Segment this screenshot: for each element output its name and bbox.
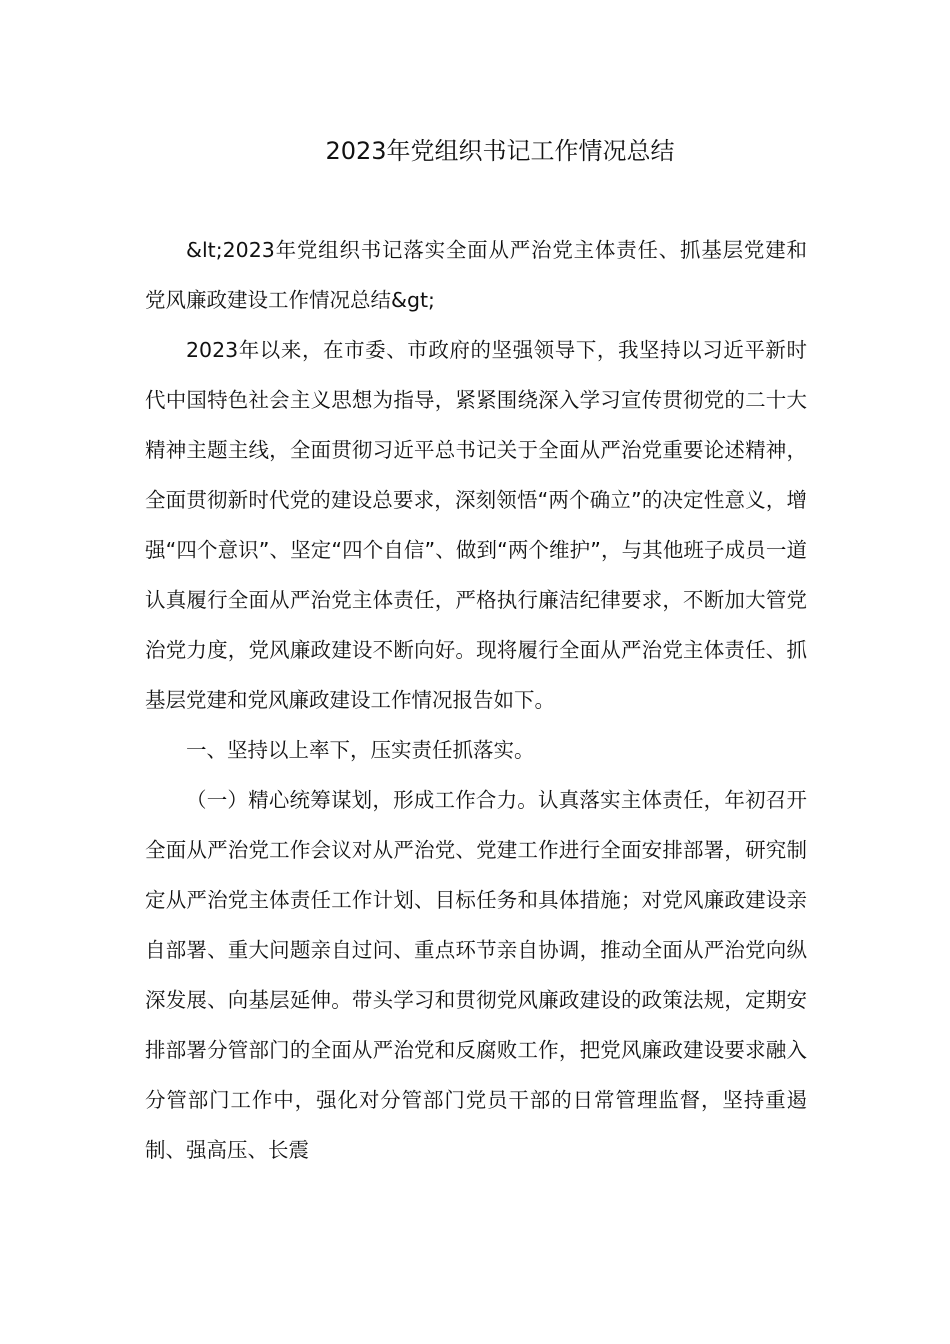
paragraph-section-1-1: （一）精心统筹谋划，形成工作合力。认真落实主体责任，年初召开全面从严治党工作会议对从严治党、党建工作进行全面安排部署，研究制定从严治党主体责任工作计划、目标任务和具体措施；对党风廉政建设亲自部署、重大问题亲自过问、重点环节亲自协调，推动全面从严治党向纵深发展、向基层延伸。带头学习和贯彻党风廉政建设的政策法规，定期安排部署分管部门的全面从严治党和反腐败工作，把党风廉政建设要求融入分管部门工作中，强化对分管部门党员干部的日常管理监督，坚持重遏制、强高压、长震 bbox=[145, 788, 807, 1162]
paragraph-intro: 2023年以来，在市委、市政府的坚强领导下，我坚持以习近平新时代中国特色社会主义思想为指导，紧紧围绕深入学习宣传贯彻党的二十大精神主题主线，全面贯彻习近平总书记关于全面从严治党重要论述精神，全面贯彻新时代党的建设总要求，深刻领悟“两个确立”的决定性意义，增强“四个意识”、坚定“四个自信”、做到“两个维护”，与其他班子成员一道认真履行全面从严治党主体责任，严格执行廉洁纪律要求，不断加大管党治党力度，党风廉政建设不断向好。现将履行全面从严治党主体责任、抓基层党建和党风廉政建设工作情况报告如下。 bbox=[145, 338, 807, 712]
paragraph-subtitle: &lt;2023年党组织书记落实全面从严治党主体责任、抓基层党建和党风廉政建设工作情况总结&gt; bbox=[145, 238, 807, 312]
section-heading-1: 一、坚持以上率下，压实责任抓落实。 bbox=[186, 738, 535, 762]
document-body bbox=[145, 225, 807, 1175]
document-title: 2023年党组织书记工作情况总结 bbox=[325, 137, 675, 165]
